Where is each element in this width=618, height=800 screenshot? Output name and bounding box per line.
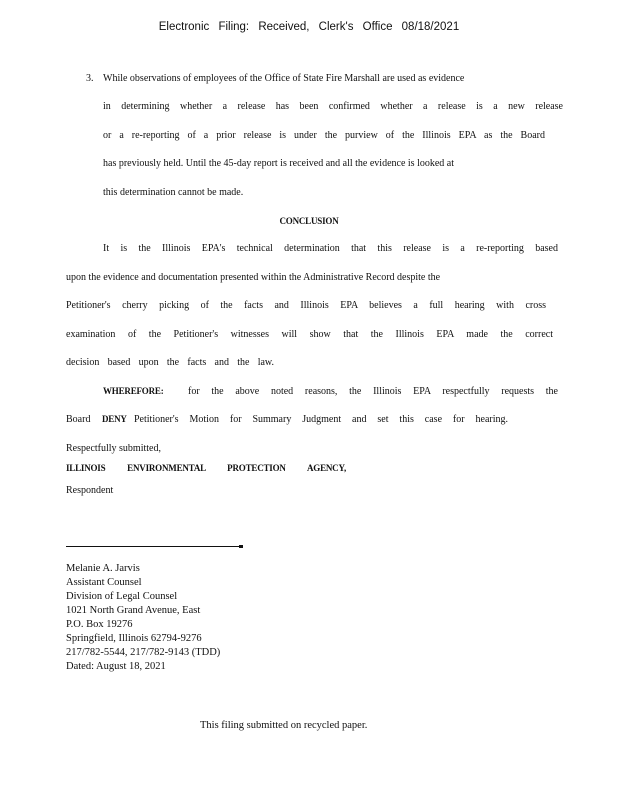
recycled-paper-footer: This filing submitted on recycled paper. (200, 720, 368, 731)
paragraph-3-line: While observations of employees of the Office of State Fire Marshall are used as evidence (103, 73, 465, 84)
street-address: 1021 North Grand Avenue, East (66, 605, 201, 616)
conclusion-line: Petitioner's cherry picking of the facts and Illinois EPA believes a full hearing with cross (66, 300, 546, 311)
deny-label: DENY (102, 414, 127, 424)
paragraph-number: 3. (86, 73, 94, 84)
wherefore-label: WHEREFORE: (103, 386, 164, 396)
conclusion-heading: CONCLUSION (279, 216, 339, 226)
signature-line (66, 546, 242, 547)
conclusion-line: examination of the Petitioner's witnesses will show that the Illinois EPA made the correct (66, 329, 553, 340)
wherefore-line: Petitioner's Motion for Summary Judgment and set this case for hearing. (134, 414, 508, 425)
conclusion-line: upon the evidence and documentation presented within the Administrative Record despite the (66, 272, 441, 283)
date-line: Dated: August 18, 2021 (66, 661, 166, 672)
conclusion-line: It is the Illinois EPA's technical determination that this release is a re-reporting based (103, 243, 558, 254)
phone-numbers: 217/782-5544, 217/782-9143 (TDD) (66, 647, 221, 658)
attorney-title: Assistant Counsel (66, 577, 142, 588)
agency-name: ILLINOIS ENVIRONMENTAL PROTECTION AGENCY, (66, 463, 346, 473)
wherefore-line: for the above noted reasons, the Illinois EPA respectfully requests the (188, 386, 558, 397)
respondent-label: Respondent (66, 485, 114, 496)
po-box: P.O. Box 19276 (66, 619, 133, 630)
paragraph-3-line: has previously held. Until the 45-day report is received and all the evidence is looked at (103, 158, 455, 169)
attorney-name: Melanie A. Jarvis (66, 563, 140, 574)
paragraph-3-line: this determination cannot be made. (103, 187, 244, 198)
paragraph-3-line: in determining whether a release has been confirmed whether a release is a new release (103, 101, 563, 112)
paragraph-3-line: or a re-reporting of a prior release is under the purview of the Illinois EPA as the Board (103, 130, 545, 141)
conclusion-line: decision based upon the facts and the law. (66, 357, 274, 368)
wherefore-board: Board (66, 414, 91, 425)
city-state-zip: Springfield, Illinois 62794-9276 (66, 633, 202, 644)
division-name: Division of Legal Counsel (66, 591, 178, 602)
filing-stamp-header: Electronic Filing: Received, Clerk's Office 08/18/2021 (158, 21, 460, 33)
respectfully-submitted: Respectfully submitted, (66, 443, 161, 454)
